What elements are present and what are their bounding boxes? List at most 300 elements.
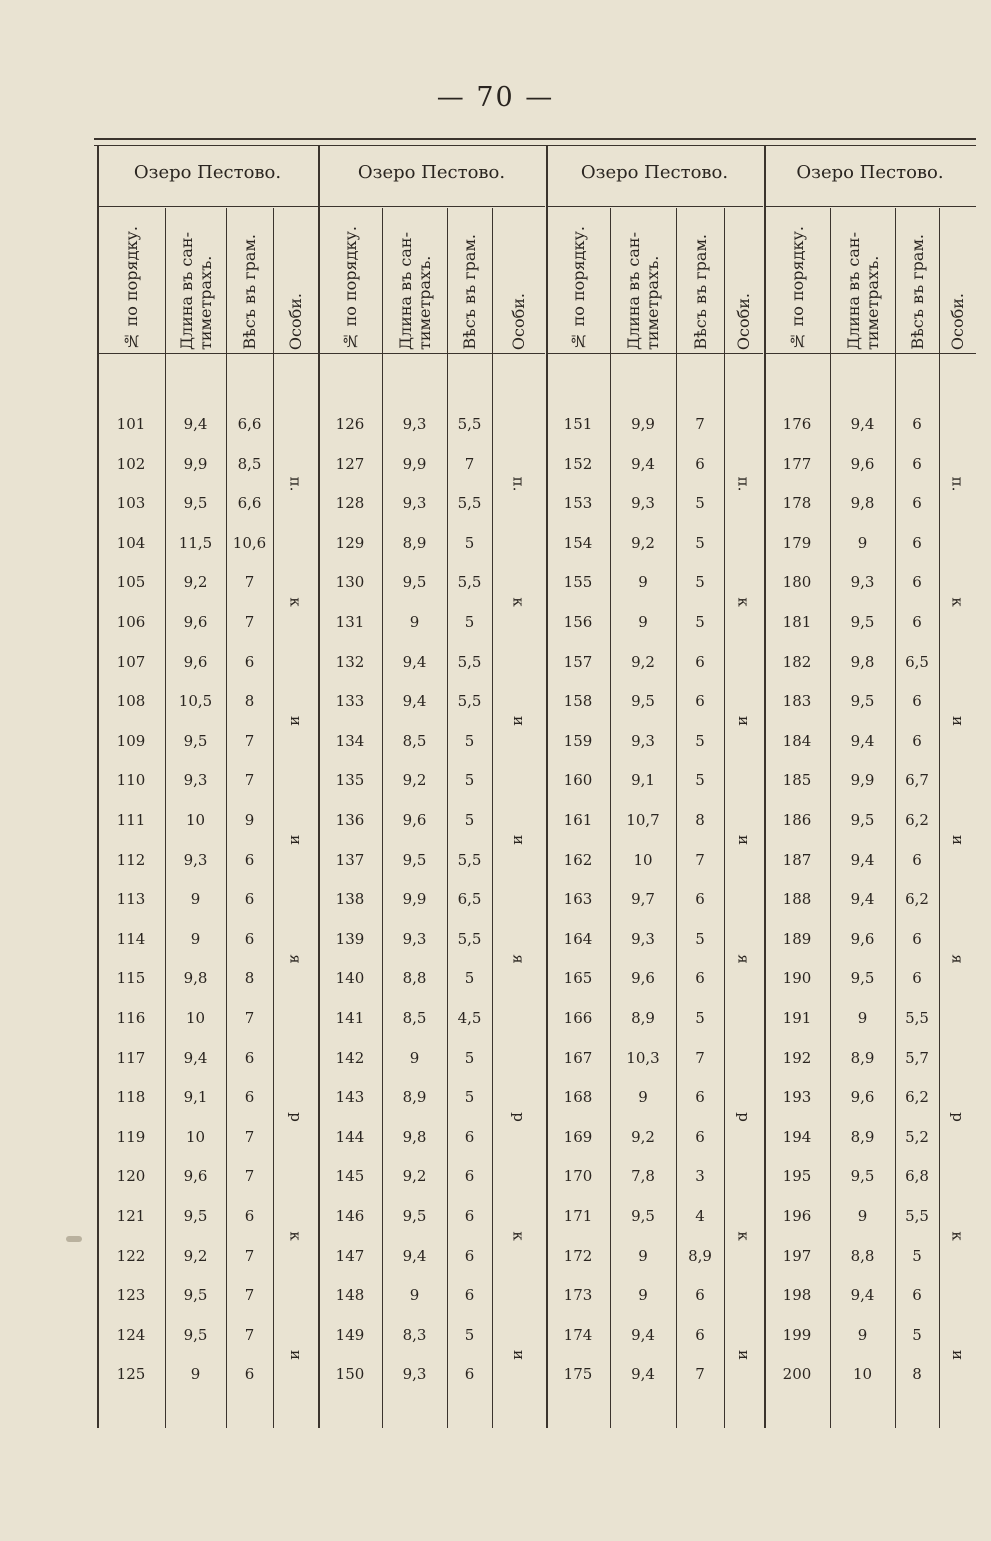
column-header-label: № по порядку. [568,225,588,350]
weight-cell: 6 [464,1167,475,1186]
length-cell: 9,8 [850,652,875,671]
weight-cell: 5,5 [905,1009,929,1027]
specimen-note-text: к [286,597,305,608]
row-number-cell: 137 [335,850,365,869]
length-cell: 9,6 [183,613,208,631]
length-cell: 9,9 [402,890,427,909]
weight-cell: 6 [912,573,922,592]
weight-cell: 5 [464,613,475,631]
specimen-note [273,1107,318,1127]
specimen-note [939,592,976,612]
row-number-cell: 112 [116,850,146,869]
row-number-cell: 147 [335,1246,365,1265]
weight-cell: 6 [244,929,255,948]
length-cell: 9,5 [183,494,208,513]
weight-cell: 7 [244,1009,255,1027]
weight-cell: 5,7 [905,1048,929,1067]
column-header-label: Длина въ сан- тиметрахъ. [395,232,434,350]
column-header-label: Длина въ сан- тиметрахъ. [843,232,882,350]
weight-cell: 6,6 [237,415,262,433]
title-rule [97,206,318,207]
length-cell: 9,3 [402,1365,427,1384]
length-cell: 9 [409,613,420,631]
title-rule [764,206,976,207]
row-number-cell: 188 [782,890,812,909]
weight-cell: 6 [912,692,922,711]
specimen-note-text: я [948,954,967,964]
weight-cell: 6 [464,1127,475,1146]
row-number-cell: 168 [563,1088,593,1107]
weight-cell: 5,5 [457,573,482,592]
weight-cell: 5 [695,573,705,592]
weight-cell: 5 [695,731,705,750]
weight-cell: 5 [464,533,475,552]
row-number-cell: 109 [116,731,146,750]
row-number-cell: 134 [335,731,365,750]
specimen-note [939,474,976,494]
weight-cell: 5,5 [457,929,482,948]
column-header [724,208,763,350]
weight-cell: 7 [695,415,705,433]
weight-cell: 5,5 [457,415,482,433]
row-number-cell: 157 [563,652,593,671]
table-block [318,146,545,1428]
length-cell: 9,5 [850,613,875,631]
weight-cell: 5 [464,1088,475,1107]
weight-cell: 8 [695,811,705,829]
row-number-cell: 151 [563,415,593,433]
length-cell: 9 [638,1246,648,1265]
length-cell: 9 [190,890,201,909]
row-number-cell: 194 [782,1127,812,1146]
row-number-cell: 116 [116,1009,146,1027]
weight-cell: 6 [695,1088,705,1107]
header-rule [546,353,763,354]
column-header [226,208,273,350]
length-cell: 9,4 [850,850,875,869]
length-cell: 8,9 [402,1088,427,1107]
row-number-cell: 106 [116,613,146,631]
length-cell: 9,6 [183,1167,208,1186]
row-number-cell: 125 [116,1365,146,1384]
row-number-cell: 121 [116,1207,146,1225]
row-number-cell: 177 [782,454,812,473]
column-header-label: Особи. [509,292,528,350]
header-rule [318,353,545,354]
weight-cell: 6 [912,929,922,948]
specimen-note-text: и [509,835,528,845]
table-block [97,146,318,1428]
specimen-note [273,1345,318,1365]
specimen-note-text: п. [734,476,753,491]
specimen-note-text: и [948,835,967,845]
row-number-cell: 190 [782,969,812,988]
specimen-note-text: я [734,954,753,964]
length-cell: 9,1 [631,771,655,790]
specimen-note [724,1345,763,1365]
length-cell: 9,3 [631,731,655,750]
weight-cell: 6 [244,1365,255,1384]
row-number-cell: 119 [116,1127,146,1146]
row-number-cell: 174 [563,1325,593,1344]
row-number-cell: 145 [335,1167,365,1186]
length-cell: 9,4 [850,731,875,750]
length-cell: 9,2 [631,533,655,552]
row-number-cell: 169 [563,1127,593,1146]
specimen-note-text: я [509,954,528,964]
specimen-note-text: к [948,597,967,608]
row-number-cell: 175 [563,1365,593,1384]
weight-cell: 6 [912,613,922,631]
weight-cell: 8 [244,969,255,988]
length-cell: 9,5 [402,1207,427,1225]
length-cell: 10 [185,1009,206,1027]
weight-cell: 5 [464,969,475,988]
specimen-note-text: р [734,1112,753,1122]
length-cell: 8,9 [631,1009,655,1027]
specimen-note-text: и [509,1349,528,1360]
weight-cell: 5 [695,771,705,790]
length-cell: 9,5 [631,1207,655,1225]
length-cell: 9,4 [631,1325,655,1344]
weight-cell: 4 [695,1207,705,1225]
weight-cell: 6,2 [905,890,929,909]
weight-cell: 5,5 [905,1207,929,1225]
weight-cell: 6,2 [905,1088,929,1107]
row-number-cell: 191 [782,1009,812,1027]
length-cell: 9,5 [850,969,875,988]
row-number-cell: 136 [335,811,365,829]
weight-cell: 6 [912,850,922,869]
row-number-cell: 148 [335,1286,365,1305]
row-number-cell: 115 [116,969,146,988]
row-number-cell: 114 [116,929,146,948]
row-number-cell: 195 [782,1167,812,1186]
length-cell: 9,4 [183,415,208,433]
row-number-cell: 187 [782,850,812,869]
lake-title: Озеро Пестово. [796,162,944,183]
weight-cell: 5,5 [457,850,482,869]
row-number-cell: 111 [116,811,146,829]
row-number-cell: 146 [335,1207,365,1225]
row-number-cell: 200 [782,1365,812,1384]
length-cell: 9 [857,1207,868,1225]
column-header-label: № по порядку. [340,225,360,350]
row-number-cell: 167 [563,1048,593,1067]
column-header [382,208,447,350]
top-rule [94,138,976,140]
column-header-label: Вѣсъ въ грам. [240,234,259,350]
length-cell: 9,9 [402,454,427,473]
specimen-note [492,1345,545,1365]
row-number-cell: 101 [116,415,146,433]
length-cell: 8,3 [402,1325,427,1344]
column-header [830,208,895,350]
row-number-cell: 193 [782,1088,812,1107]
weight-cell: 5 [912,1325,922,1344]
weight-cell: 5 [695,1009,705,1027]
weight-cell: 5 [464,1048,475,1067]
row-number-cell: 161 [563,811,593,829]
row-number-cell: 138 [335,890,365,909]
row-number-cell: 150 [335,1365,365,1384]
weight-cell: 5 [464,1325,475,1344]
length-cell: 9,5 [631,692,655,711]
weight-cell: 7 [244,731,255,750]
weight-cell: 5,5 [457,692,482,711]
weight-cell: 6 [464,1365,475,1384]
length-cell: 9,3 [402,415,427,433]
weight-cell: 6 [464,1286,475,1305]
column-header-label: Вѣсъ въ грам. [690,234,710,350]
specimen-note [939,830,976,850]
weight-cell: 5 [464,811,475,829]
column-header [764,208,830,350]
row-number-cell: 197 [782,1246,812,1265]
row-number-cell: 127 [335,454,365,473]
specimen-note-text: и [734,716,753,727]
length-cell: 8,9 [402,533,427,552]
column-header [492,208,545,350]
column-header-label: Особи. [948,292,967,350]
column-header-label: Длина въ сан- тиметрахъ. [624,232,662,350]
row-number-cell: 186 [782,811,812,829]
specimen-note [273,949,318,969]
length-cell: 9,9 [183,454,208,473]
length-cell: 9,3 [183,850,208,869]
row-number-cell: 153 [563,494,593,513]
specimen-note [724,949,763,969]
row-number-cell: 117 [116,1048,146,1067]
weight-cell: 6 [912,415,922,433]
header-rule [97,353,318,354]
weight-cell: 6,8 [905,1167,929,1186]
length-cell: 10,7 [626,811,660,829]
length-cell: 8,9 [850,1127,875,1146]
weight-cell: 9 [244,811,255,829]
length-cell: 8,8 [402,969,427,988]
row-number-cell: 182 [782,652,812,671]
length-cell: 10 [852,1365,873,1384]
weight-cell: 6,5 [457,890,482,909]
column-header [895,208,939,350]
row-number-cell: 142 [335,1048,365,1067]
row-number-cell: 107 [116,652,146,671]
length-cell: 9 [190,1365,201,1384]
row-number-cell: 108 [116,692,146,711]
specimen-note [939,1107,976,1127]
specimen-note [273,592,318,612]
specimen-note-text: р [948,1112,967,1122]
weight-cell: 6,7 [905,771,929,790]
weight-cell: 5 [464,731,475,750]
weight-cell: 7 [244,771,255,790]
row-number-cell: 158 [563,692,593,711]
length-cell: 9,4 [183,1048,208,1067]
row-number-cell: 113 [116,890,146,909]
column-header [546,208,610,350]
length-cell: 9,2 [402,1167,427,1186]
length-cell: 9,5 [402,850,427,869]
specimen-note-text: к [734,597,753,608]
length-cell: 8,9 [850,1048,875,1067]
column-header-label: Вѣсъ въ грам. [907,234,927,350]
length-cell: 10 [633,850,653,869]
column-header-label: Особи. [734,292,753,350]
specimen-note-text: к [509,1231,528,1241]
weight-cell: 6 [464,1207,475,1225]
row-number-cell: 181 [782,613,812,631]
length-cell: 9,1 [183,1088,208,1107]
length-cell: 9,5 [850,692,875,711]
row-number-cell: 189 [782,929,812,948]
weight-cell: 5,2 [905,1127,929,1146]
row-number-cell: 118 [116,1088,146,1107]
column-header [273,208,318,350]
row-number-cell: 104 [116,533,146,552]
weight-cell: 6 [912,454,922,473]
length-cell: 9 [409,1048,420,1067]
row-number-cell: 130 [335,573,365,592]
title-rule [318,206,545,207]
row-number-cell: 144 [335,1127,365,1146]
weight-cell: 6 [912,494,922,513]
length-cell: 9 [638,573,648,592]
page-number: — 70 — [436,82,555,113]
length-cell: 9,4 [631,1365,655,1384]
specimen-note-text: и [734,1349,753,1360]
row-number-cell: 178 [782,494,812,513]
specimen-note-text: р [509,1112,528,1122]
row-number-cell: 135 [335,771,365,790]
row-number-cell: 179 [782,533,812,552]
length-cell: 9,3 [850,573,875,592]
length-cell: 9 [638,1286,648,1305]
length-cell: 9 [409,1286,420,1305]
column-header [610,208,676,350]
length-cell: 9,6 [850,929,875,948]
length-cell: 9,8 [850,494,875,513]
column-header-label: № по порядку. [121,225,141,350]
table-block [764,146,976,1428]
specimen-note [492,830,545,850]
weight-cell: 5 [695,533,705,552]
weight-cell: 6 [244,890,255,909]
weight-cell: 8 [244,692,255,711]
weight-cell: 5,5 [457,652,482,671]
length-cell: 9,4 [402,652,427,671]
column-header [939,208,976,350]
length-cell: 9 [857,1009,868,1027]
row-number-cell: 149 [335,1325,365,1344]
row-number-cell: 143 [335,1088,365,1107]
weight-cell: 7 [244,1286,255,1305]
length-cell: 9,4 [850,1286,875,1305]
specimen-note-text: р [286,1112,305,1122]
weight-cell: 5 [912,1246,922,1265]
specimen-note-text: п. [286,476,305,491]
length-cell: 9,7 [631,890,655,909]
column-header [676,208,724,350]
specimen-note [492,949,545,969]
weight-cell: 5,5 [457,494,482,513]
specimen-note-text: к [734,1231,753,1241]
length-cell: 9,4 [850,415,875,433]
row-number-cell: 173 [563,1286,593,1305]
row-number-cell: 120 [116,1167,146,1186]
weight-cell: 8 [912,1365,922,1384]
length-cell: 9,2 [183,1246,208,1265]
specimen-note [492,592,545,612]
weight-cell: 7 [244,1325,255,1344]
specimen-note [939,949,976,969]
weight-cell: 6 [464,1246,475,1265]
weight-cell: 7 [244,613,255,631]
length-cell: 9 [857,533,868,552]
specimen-note-text: п. [948,476,967,491]
row-number-cell: 105 [116,573,146,592]
length-cell: 9,2 [183,573,208,592]
row-number-cell: 132 [335,652,365,671]
length-cell: 8,5 [402,1009,427,1027]
weight-cell: 6 [695,890,705,909]
weight-cell: 10,6 [232,533,267,552]
row-number-cell: 184 [782,731,812,750]
specimen-note-text: и [286,1349,305,1360]
column-header [165,208,226,350]
weight-cell: 6 [695,454,705,473]
specimen-note-text: и [948,1349,967,1360]
row-number-cell: 170 [563,1167,593,1186]
length-cell: 9,9 [850,771,875,790]
specimen-note-text: и [286,835,305,845]
specimen-note [724,1226,763,1246]
row-number-cell: 160 [563,771,593,790]
row-number-cell: 166 [563,1009,593,1027]
weight-cell: 6 [695,692,705,711]
title-rule [546,206,763,207]
specimen-note-text: и [734,835,753,845]
length-cell: 9,3 [631,494,655,513]
row-number-cell: 176 [782,415,812,433]
weight-cell: 5 [464,771,475,790]
row-number-cell: 102 [116,454,146,473]
row-number-cell: 140 [335,969,365,988]
weight-cell: 6 [912,1286,922,1305]
length-cell: 9,5 [183,1325,208,1344]
row-number-cell: 198 [782,1286,812,1305]
length-cell: 9,6 [183,652,208,671]
specimen-note [939,1226,976,1246]
length-cell: 9,3 [183,771,208,790]
column-header [97,208,165,350]
specimen-note-text: и [286,716,305,727]
length-cell: 9,6 [631,969,655,988]
specimen-note-text: к [509,597,528,608]
row-number-cell: 129 [335,533,365,552]
row-number-cell: 172 [563,1246,593,1265]
row-number-cell: 155 [563,573,593,592]
weight-cell: 6 [244,850,255,869]
row-number-cell: 133 [335,692,365,711]
row-number-cell: 199 [782,1325,812,1344]
length-cell: 9,3 [402,494,427,513]
weight-cell: 6 [912,533,922,552]
weight-cell: 7 [244,1246,255,1265]
row-number-cell: 139 [335,929,365,948]
lake-title: Озеро Пестово. [357,162,506,183]
weight-cell: 6 [912,969,922,988]
